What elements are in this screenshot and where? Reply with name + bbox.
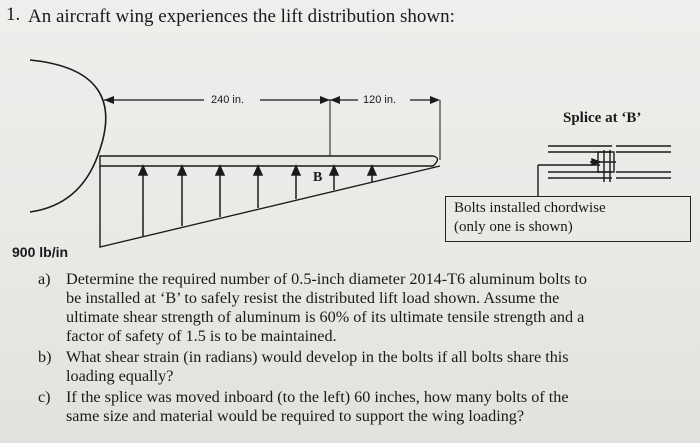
splice-title: Splice at ‘B’ — [563, 110, 642, 126]
lift-arrows — [139, 166, 376, 236]
load-intensity-label: 900 lb/in — [12, 244, 69, 260]
dim-arrow-b-left — [330, 96, 340, 104]
question-a-letter: a) — [38, 270, 51, 288]
callout-line-1: Bolts installed chordwise — [454, 200, 606, 216]
lift-distribution — [100, 166, 440, 247]
callout-line-2: (only one is shown) — [454, 219, 573, 235]
splice-detail — [538, 146, 671, 196]
dim-arrow-tip — [430, 96, 440, 104]
problem-number: 1. — [6, 4, 21, 25]
question-a-line: factor of safety of 1.5 is to be maintained. — [66, 327, 337, 345]
point-b-label: B — [313, 170, 323, 185]
question-c-letter: c) — [38, 388, 51, 406]
problem-statement: An aircraft wing experiences the lift distribution shown: — [28, 6, 455, 27]
question-c-line: same size and material would be required to support the wing loading? — [66, 407, 525, 425]
fuselage-outline — [30, 60, 106, 212]
question-c-line: If the splice was moved inboard (to the left) 60 inches, how many bolts of the — [66, 388, 569, 406]
dim-arrow-b-right — [320, 96, 330, 104]
question-a-line: Determine the required number of 0.5-inch diameter 2014-T6 aluminum bolts to — [66, 270, 588, 288]
question-b-letter: b) — [38, 348, 52, 366]
dimension-label-240: 240 in. — [211, 94, 245, 106]
question-b-line: loading equally? — [66, 367, 174, 385]
dimension-label-120: 120 in. — [363, 94, 397, 106]
question-b-line: What shear strain (in radians) would develop in the bolts if all bolts share this — [66, 348, 569, 366]
dim-arrow-left — [104, 96, 114, 104]
question-a-line: be installed at ‘B’ to safely resist the distributed lift load shown. Assume the — [66, 289, 560, 307]
question-a-line: ultimate shear strength of aluminum is 60% of its ultimate tensile strength and a — [66, 308, 585, 326]
wing-spar — [100, 156, 438, 166]
